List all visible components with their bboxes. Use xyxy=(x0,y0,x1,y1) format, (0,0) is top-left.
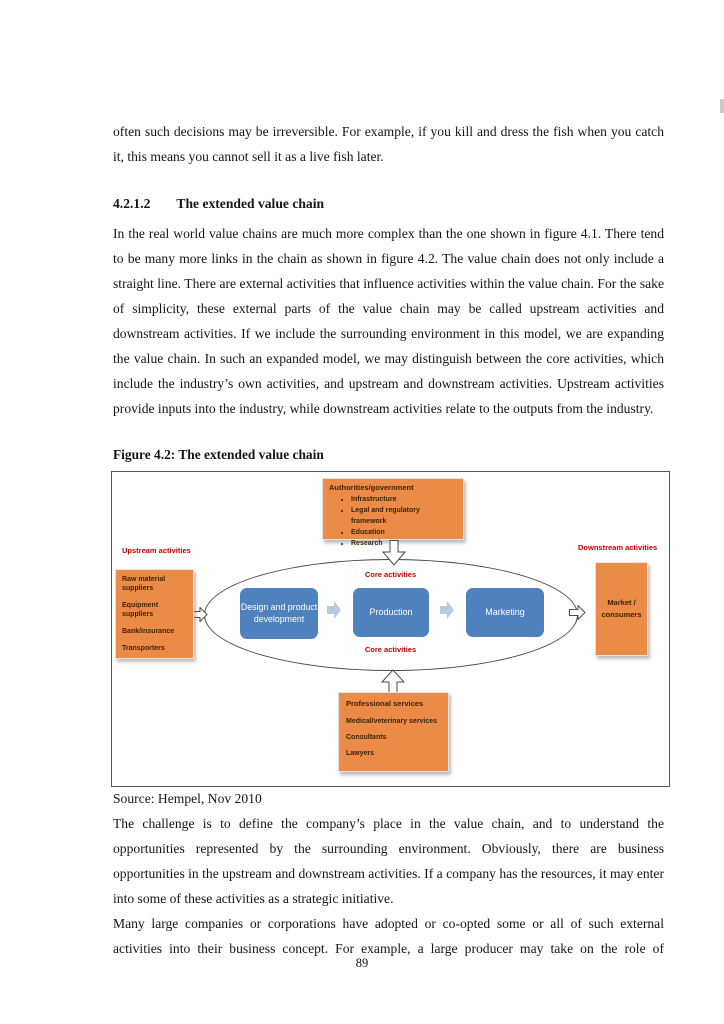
design-development-box: Design and product development xyxy=(240,588,318,639)
figure-extended-value-chain xyxy=(111,471,670,787)
list-item: • Education xyxy=(351,527,457,538)
upstream-suppliers-box xyxy=(115,569,194,659)
list-item: • Infrastructure xyxy=(351,494,457,505)
paragraph-companies: Many large companies or corporations have adopted or co-opted some or all of such external activities into their business concept. For example, a large producer may take on the role of xyxy=(113,916,664,956)
paragraph-challenge: The challenge is to define the company’s place in the value chain, and to understand the opportunities represented by the surrounding environment. Obviously, there are business opportunities in the upstream and downstream activities. If a company has the resources, it may enter into some of these activities as a strategic initiative. xyxy=(113,816,664,906)
professional-services-box xyxy=(338,692,449,772)
marketing-box: Marketing xyxy=(466,588,544,637)
section-title: The extended value chain xyxy=(176,196,325,211)
professional-services-title: Professional services xyxy=(346,699,424,708)
paragraph-intro: often such decisions may be irreversible. For example, if you kill and dress the fish when you catch it, this means you cannot sell it as a live fish later. xyxy=(113,124,664,164)
flow-arrow-icon xyxy=(327,601,342,619)
market-consumers-box xyxy=(595,562,648,656)
list-item: Consultants xyxy=(346,734,387,741)
list-item: • Research xyxy=(351,538,457,549)
section-number: 4.2.1.2 xyxy=(113,196,151,211)
authorities-title: Authorities/government xyxy=(329,483,414,492)
authorities-box xyxy=(322,478,464,547)
list-item: Bank/insurance xyxy=(122,628,175,635)
production-box: Production xyxy=(353,588,429,637)
list-item: Equipment suppliers xyxy=(122,602,159,618)
figure-caption: Figure 4.2: The extended value chain xyxy=(113,447,324,462)
scan-artifact-tick xyxy=(720,99,724,113)
down-arrow-icon xyxy=(382,540,406,566)
paragraph-value-chain: In the real world value chains are much more complex than the one shown in figure 4.1. There tend to be many more links in the chain as shown in figure 4.2. The value chain does not only include a straight line. There are external activities that influence activities within the value chain. For the sake of simplicity, these external parts of the value chain may be called upstream activities and downstream activities. If we include the surrounding environment in this model, we are expanding the value chain. In such an expanded model, we may distinguish between the core activities, which include the industry’s own activities, and upstream and downstream activities. Upstream activities provide inputs into the industry, while downstream activities relate to the outputs from the industry. xyxy=(113,226,664,416)
flow-arrow-icon xyxy=(440,601,455,619)
list-item: Raw material suppliers xyxy=(122,576,166,592)
section-heading xyxy=(113,196,324,212)
market-consumers-label: Market / consumers xyxy=(601,598,642,619)
core-activities-label-bottom: Core activities xyxy=(364,645,417,654)
figure-source: Source: Hempel, Nov 2010 xyxy=(113,791,262,806)
core-activities-label-top: Core activities xyxy=(364,570,417,579)
downstream-activities-label: Downstream activities xyxy=(578,543,658,552)
list-item: Lawyers xyxy=(346,750,375,757)
list-item: Medical/veterinary services xyxy=(346,718,438,725)
upstream-activities-label: Upstream activities xyxy=(122,546,191,555)
downstream-output-arrow-icon xyxy=(569,605,586,620)
list-item: • Legal and regulatory framework xyxy=(351,505,457,527)
list-item: Transporters xyxy=(122,645,165,652)
page-number: 89 xyxy=(355,956,369,970)
